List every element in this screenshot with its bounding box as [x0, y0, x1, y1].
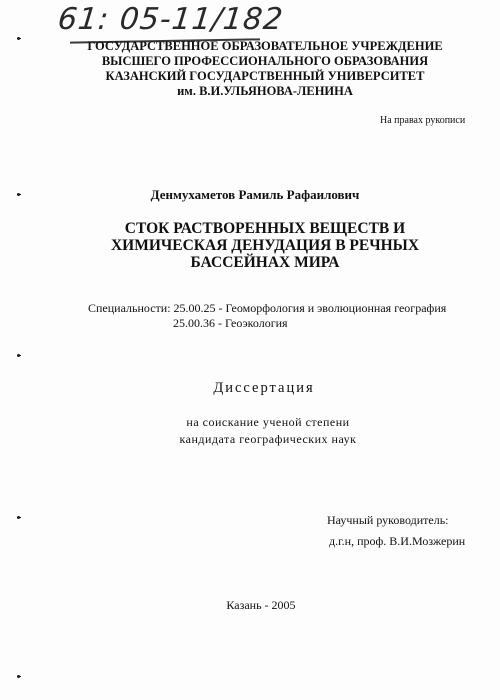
- supervisor-block: [327, 510, 465, 552]
- institution-line: им. В.И.УЛЬЯНОВА-ЛЕНИНА: [177, 84, 353, 98]
- supervisor-label: Научный руководитель:: [327, 513, 449, 527]
- handwritten-catalog-number: 61: 05-11/182: [56, 2, 286, 37]
- institution-header: [0, 39, 500, 99]
- binding-hole-mark: [17, 675, 20, 678]
- rights-note: На правах рукописи: [380, 115, 466, 126]
- dissertation-title: [0, 220, 500, 271]
- supervisor-name: д.г.н, проф. В.И.Мозжерин: [329, 534, 466, 548]
- degree-line: на соискание ученой степени: [186, 415, 350, 429]
- title-line: ХИМИЧЕСКАЯ ДЕНУДАЦИЯ В РЕЧНЫХ: [110, 237, 420, 254]
- institution-line: ГОСУДАРСТВЕННОЕ ОБРАЗОВАТЕЛЬНОЕ УЧРЕЖДЕНИЕ: [87, 39, 443, 53]
- author-name: Денмухаметов Рамиль Рафаилович: [150, 187, 360, 202]
- title-line: СТОК РАСТВОРЕННЫХ ВЕЩЕСТВ И: [124, 220, 406, 237]
- specialty-block: [88, 301, 446, 331]
- degree-line: кандидата географических наук: [179, 432, 357, 446]
- binding-hole-mark: [17, 354, 20, 357]
- degree-block: [0, 414, 500, 448]
- title-line: БАССЕЙНАХ МИРА: [190, 254, 340, 271]
- institution-line: ВЫСШЕГО ПРОФЕССИОНАЛЬНОГО ОБРАЗОВАНИЯ: [101, 54, 429, 68]
- city-year: Казань - 2005: [226, 598, 296, 612]
- specialty-line: 25.00.36 - Геоэкология: [173, 316, 288, 330]
- specialty-line: Специальности: 25.00.25 - Геоморфология и эволюционная география: [88, 301, 447, 315]
- institution-line: КАЗАНСКИЙ ГОСУДАРСТВЕННЫЙ УНИВЕРСИТЕТ: [105, 69, 425, 83]
- document-type: Диссертация: [213, 380, 315, 396]
- binding-hole-mark: [17, 516, 20, 519]
